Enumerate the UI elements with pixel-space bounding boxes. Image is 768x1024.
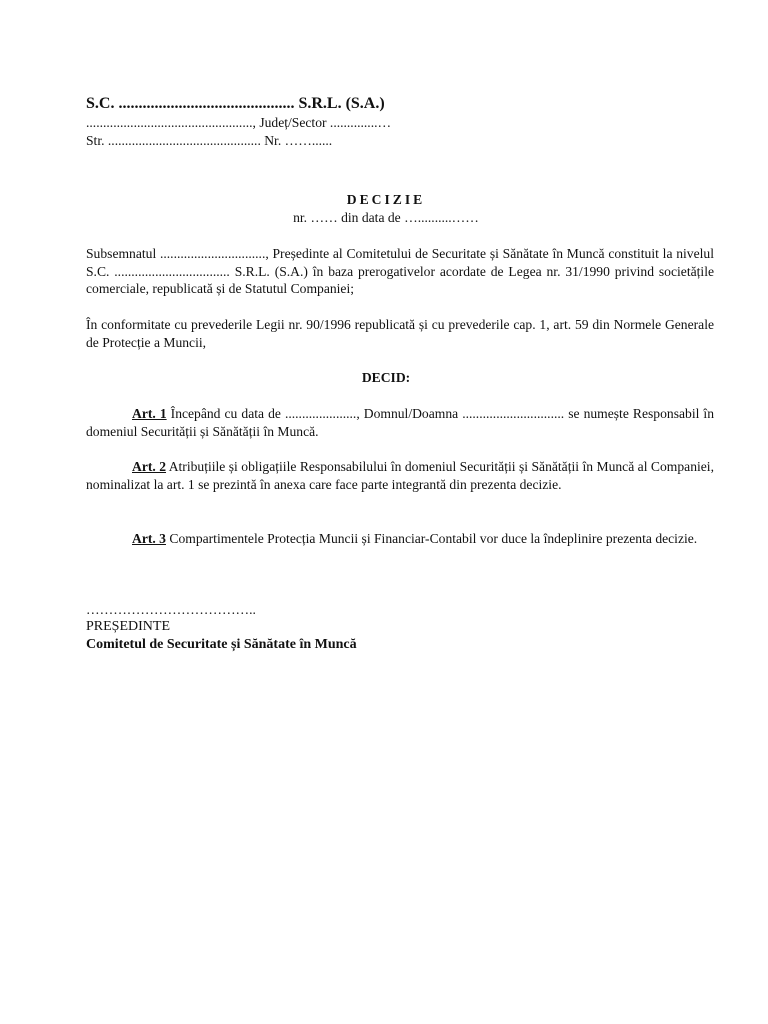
intro-paragraph-2: În conformitate cu prevederile Legii nr. 90/1996 republicată și cu prevederile cap. 1, art. 59 din Normele Generale de Protecție a Muncii, — [86, 317, 714, 350]
article-3 — [86, 530, 714, 548]
article-1-text: Începând cu data de ....................., Domnul/Doamna .............................. se numește Responsabil în domeniul Securității și Sănătății în Muncă. — [86, 406, 714, 439]
company-name: S.C. ............................................ S.R.L. (S.A.) — [86, 95, 385, 112]
article-2-text: Atribuțiile și obligațiile Responsabilului în domeniul Securității și Sănătății în Muncă al Companiei, nominalizat la art. 1 se prezintă în anexa care face parte integrantă din prezenta decizie. — [86, 459, 714, 492]
document-title: DECIZIE — [346, 192, 426, 207]
article-2-label: Art. 2 — [132, 459, 167, 474]
article-2 — [86, 458, 714, 493]
decision-number-date: nr. …… din data de …..........…… — [293, 210, 479, 225]
decid-heading: DECID: — [361, 370, 411, 385]
article-1-label: Art. 1 — [132, 406, 167, 421]
signature-line: ……………………………….. — [86, 602, 256, 617]
signature-committee: Comitetul de Securitate și Sănătate în Muncă — [86, 637, 357, 652]
intro-paragraph-1: Subsemnatul ..............................., Președinte al Comitetului de Securitate și Sănătate în Muncă constituit la nivelul S.C. .................................. S.R.L. (S.A.) în baza prerogativelor acordate de Legea nr. 31/1990 privind societățile comerciale, republicată și de Statutul Companiei; — [86, 246, 714, 296]
article-3-text: Compartimentele Protecția Muncii și Financiar-Contabil vor duce la îndeplinire prezenta decizie. — [165, 531, 698, 546]
address-street: Str. ............................................. Nr. ……...... — [86, 133, 333, 148]
article-3-label: Art. 3 — [132, 531, 166, 546]
address-city-county: ................................................., Județ/Sector ..............… — [86, 115, 392, 130]
article-1 — [86, 405, 714, 440]
signature-role: PREȘEDINTE — [86, 619, 170, 634]
